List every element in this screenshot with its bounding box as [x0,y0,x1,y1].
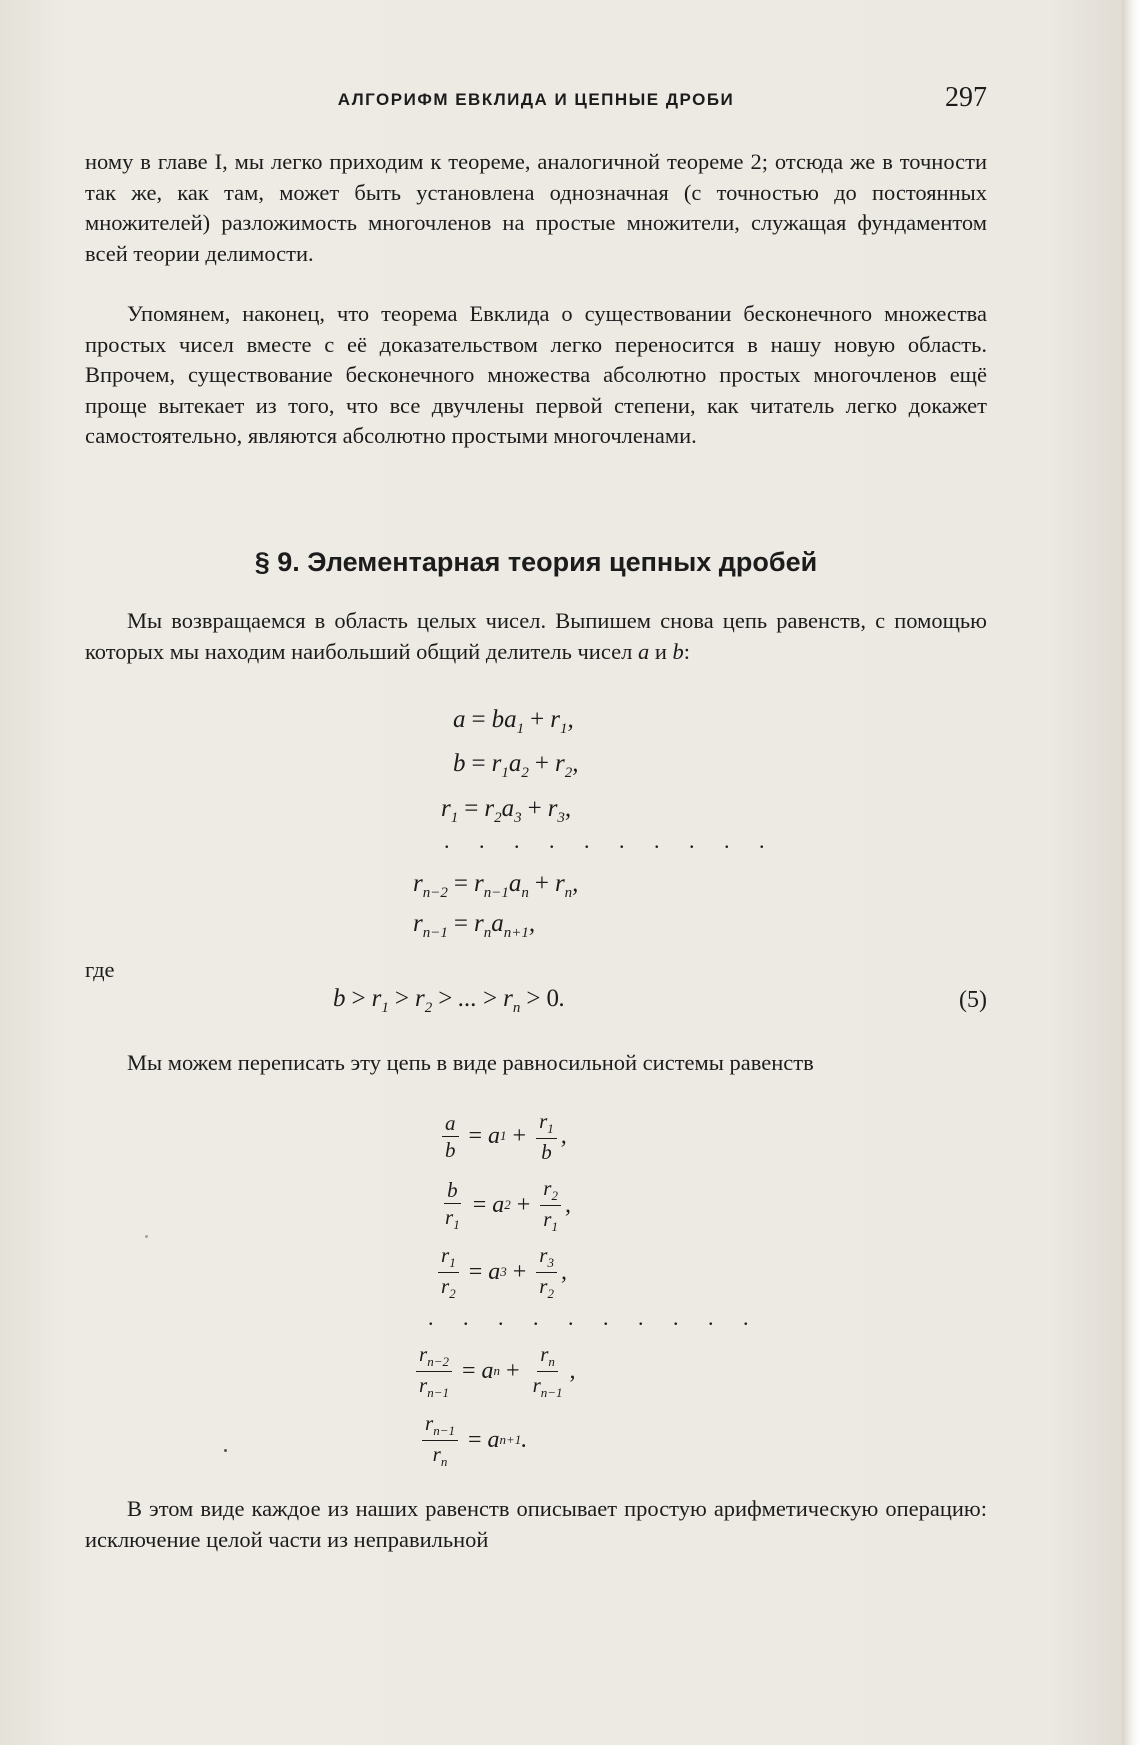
page-edge [1122,0,1140,1745]
paragraph-4: Мы можем переписать эту цепь в виде равносильной системы равенств [127,1050,814,1075]
paragraph-1: ному в главе I, мы легко приходим к теореме, аналогичной теореме 2; отсюда же в точности так же, как там, может быть установлена однозначная (с точностью до постоянных множителей) разложимость многочленов на простые множители, служащая фундаментом всей теории делимости. [85,149,987,266]
paragraph-2: Упомянем, наконец, что теорема Евклида о существовании бесконечного множества простых чисел вместе с её доказательством легко переносится в нашу новую область. Впрочем, существование бесконечного множества абсолютно простых многочленов ещё проще вытекает из того, что все двучлены первой степени, как читатель легко докажет самостоятельно, являются абсолютно простыми многочленами. [85,301,987,448]
system-ellipsis: . . . . . . . . . . [428,1305,761,1330]
chain-equation-3: $r_1 = r_2a_3 + r_3$, [441,795,572,826]
scan-speck [145,1235,148,1238]
paragraph-5: В этом виде каждое из наших равенств описывает простую арифметическую операцию: исключение целой части из неправильной [85,1496,987,1552]
fraction-equation-1: $\frac{a}{b}$ = a 1 + $\frac{r_1}{b}$ , [438,1110,567,1163]
page-number: 297 [945,82,987,113]
where-word: где [85,957,115,982]
var-a: a [637,638,650,664]
fraction-equation-4: $\frac{r_{n-2}}{r_{n-1}}$ = a n + $\frac{r_n}{r_{n-1}}$ , [412,1343,576,1400]
fraction-equation-3: $\frac{r_1}{r_2}$ = a 3 + $\frac{r_3}{r_2}$ , [434,1244,567,1301]
section-title: § 9. Элементарная теория цепных дробей [254,547,818,577]
conjunction: и [654,638,667,664]
chain-equation-5: $r_{n-1} = r_na_{n+1}$, [413,910,536,941]
scan-speck [224,1449,227,1452]
equation-number: (5) [959,987,987,1013]
paragraph-3 [85,606,987,667]
var-b: b [672,638,684,664]
paragraph-3-text: Мы возвращаемся в область целых чисел. Выпишем снова цепь равенств, с помощью которых мы находим наибольший общий делитель чисел [85,608,987,664]
fraction-equation-2: $\frac{b}{r_1}$ = a 2 + $\frac{r_2}{r_1}$ , [445,1176,571,1235]
inequality-5: $b > r_1 > r_2$ > ... > $r_n > 0$. [333,985,566,1016]
fraction-equation-5: $\frac{r_{n-1}}{r_n}$ = a n+1 . [418,1412,527,1469]
chain-equation-2: $b = r_1a_2 + r_2$, [453,750,579,781]
running-title: АЛГОРИФМ ЕВКЛИДА И ЦЕПНЫЕ ДРОБИ [337,90,735,109]
chain-ellipsis: . . . . . . . . . . [444,828,777,853]
chain-equation-4: $r_{n-2} = r_{n-1}a_n + r_n$, [413,870,579,901]
page-header [85,82,987,122]
colon: : [683,638,691,664]
chain-equation-1: $a = ba_1 + r_1$, [453,706,574,737]
